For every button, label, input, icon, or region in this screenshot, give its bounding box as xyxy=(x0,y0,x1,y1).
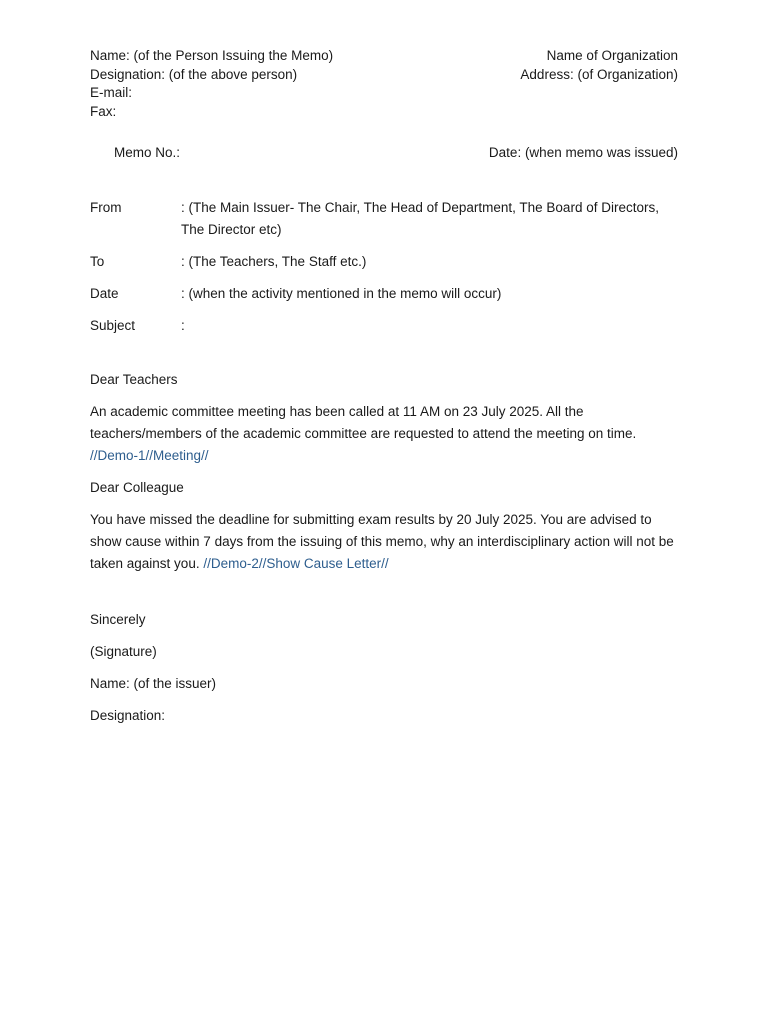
paragraph-show-cause xyxy=(90,509,678,575)
memo-closing xyxy=(90,609,678,727)
field-to xyxy=(90,251,678,273)
issuer-fax: Fax: xyxy=(90,103,117,119)
field-from xyxy=(90,197,678,241)
sign-off: Sincerely xyxy=(90,612,146,627)
field-label: Subject xyxy=(90,318,136,333)
organization-name: Name of Organization xyxy=(546,48,678,63)
field-label: From xyxy=(90,200,122,215)
issuer-details xyxy=(90,47,333,121)
issuer-closing-designation: Designation: xyxy=(90,708,166,723)
field-value: : (The Main Issuer- The Chair, The Head of Department, The Board of Directors, The Director etc) xyxy=(181,200,659,237)
memo-fields xyxy=(90,197,678,337)
memo-body xyxy=(90,369,678,575)
field-value: : (when the activity mentioned in the memo will occur) xyxy=(181,286,502,301)
memo-number-date-row xyxy=(90,144,678,162)
issuer-designation: Designation: (of the above person) xyxy=(90,66,298,82)
issuer-closing-name: Name: (of the issuer) xyxy=(90,676,217,691)
field-label: Date xyxy=(90,286,119,301)
organization-details xyxy=(520,47,678,121)
demo-meeting-link[interactable]: //Demo-1//Meeting// xyxy=(90,448,209,463)
memo-header xyxy=(90,47,678,121)
memo-number: Memo No.: xyxy=(114,145,181,160)
organization-address: Address: (of Organization) xyxy=(520,66,678,82)
paragraph-show-cause-text: You have missed the deadline for submitting exam results by 20 July 2025. You are advised to show cause within 7 days from the issuing of this memo, why an interdisciplinary action will not be taken against you. xyxy=(90,512,674,571)
signature-placeholder: (Signature) xyxy=(90,644,157,659)
salutation-teachers: Dear Teachers xyxy=(90,372,178,387)
field-value: : xyxy=(181,318,185,333)
memo-issue-date: Date: (when memo was issued) xyxy=(488,145,678,160)
salutation-colleague: Dear Colleague xyxy=(90,480,184,495)
field-value: : (The Teachers, The Staff etc.) xyxy=(181,254,367,269)
memo-document xyxy=(90,47,678,737)
demo-show-cause-link[interactable]: //Demo-2//Show Cause Letter// xyxy=(203,556,389,571)
field-date xyxy=(90,283,678,305)
paragraph-meeting xyxy=(90,401,678,467)
issuer-email: E-mail: xyxy=(90,85,133,100)
issuer-name: Name: (of the Person Issuing the Memo) xyxy=(90,48,334,63)
field-label: To xyxy=(90,254,105,269)
field-subject xyxy=(90,315,678,337)
paragraph-meeting-text: An academic committee meeting has been called at 11 AM on 23 July 2025. All the teachers/members of the academic committee are requested to attend the meeting on time. xyxy=(90,404,637,441)
